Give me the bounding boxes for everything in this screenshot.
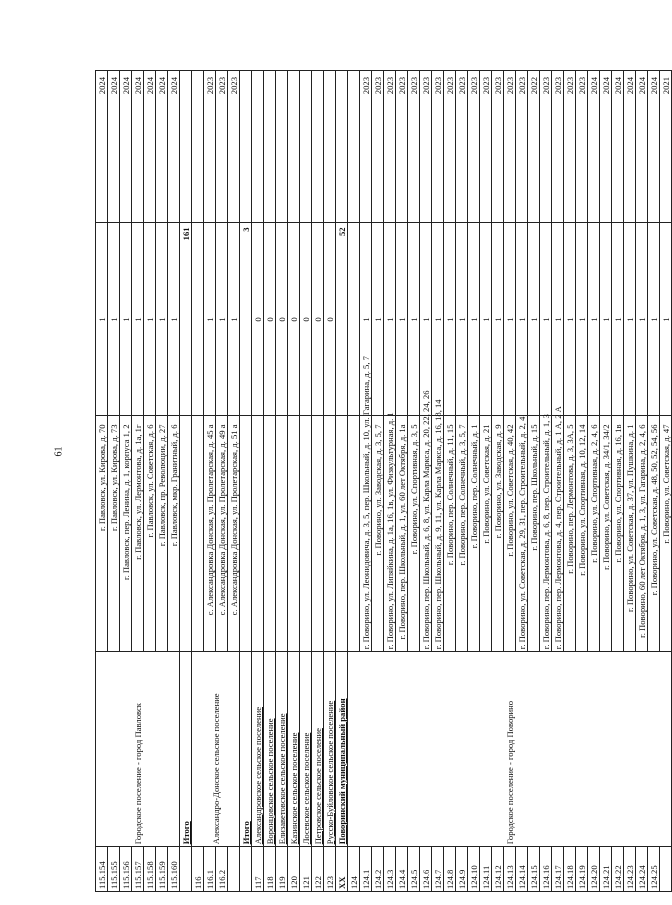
address-cell: г. Поворино, ул. Заводская, д. 9: [492, 416, 504, 652]
quantity-cell: 1: [612, 223, 624, 416]
row-number-cell: 124.25: [648, 847, 660, 892]
empty-cell: [300, 416, 312, 652]
address-cell: г. Поворино, пер. Лермонтова, д. 3, 3А, 5: [564, 416, 576, 652]
quantity-cell: 1: [528, 223, 540, 416]
address-cell: г. Павловск, мкр. Гранитный, д. 6: [168, 416, 180, 652]
address-cell: г. Поворино, ул. Спортивная, д. 3, 5: [408, 416, 420, 652]
quantity-cell: 1: [648, 223, 660, 416]
quantity-cell: 1: [420, 223, 432, 416]
address-cell: г. Поворино, пер. Лермонтова, д. 4, пер. Строительный, д. 1 А, 2 А: [552, 416, 564, 652]
table-row: [348, 71, 360, 892]
empty-cell: [312, 71, 324, 223]
total-row: [180, 71, 192, 892]
address-cell: г. Павловск, пер. Ленина, д. 1, корпуса 1, 2: [120, 416, 132, 652]
empty-cell: [264, 71, 276, 223]
row-number-cell: 115.159: [156, 847, 168, 892]
year-cell: 2023: [564, 71, 576, 223]
row-number-cell: 121: [300, 847, 312, 892]
quantity-cell: 1: [168, 223, 180, 416]
empty-cell: [264, 416, 276, 652]
address-cell: г. Поворино, ул. Советская, д. 21: [480, 416, 492, 652]
year-cell: 2023: [384, 71, 396, 223]
year-cell: 2023: [444, 71, 456, 223]
empty-cell: [324, 416, 336, 652]
quantity-cell: 1: [360, 223, 372, 416]
settlement-row: [312, 71, 324, 892]
row-number-cell: 124.20: [588, 847, 600, 892]
year-cell: 2023: [360, 71, 372, 223]
settlement-name: Елизаветовское сельское поселение: [276, 652, 288, 847]
row-number-cell: 124.4: [396, 847, 408, 892]
settlement-row: [288, 71, 300, 892]
settlement-name: Александровское сельское поселение: [252, 652, 264, 847]
year-cell: 2023: [492, 71, 504, 223]
address-cell: [192, 416, 204, 652]
year-cell: 2024: [156, 71, 168, 223]
quantity-cell: 0: [324, 223, 336, 416]
row-number-cell: 119: [276, 847, 288, 892]
address-cell: г. Поворино, ул. Спортивная, д. 2, 4, 6: [588, 416, 600, 652]
address-cell: г. Поворино, ул. Советская, д. 34/1, 34/2: [600, 416, 612, 652]
total-quantity: 161: [180, 223, 192, 416]
row-number-cell: 124.8: [444, 847, 456, 892]
row-number-cell: 115.156: [120, 847, 132, 892]
quantity-cell: 1: [660, 223, 672, 416]
empty-cell: [240, 847, 252, 892]
year-cell: [192, 71, 204, 223]
municipality-cell: Городское поселение - город Павловск: [96, 652, 180, 847]
settlement-name: Воронцовское сельское поселение: [264, 652, 276, 847]
section-name: Поворинский муниципальный район: [336, 652, 348, 847]
quantity-cell: 1: [468, 223, 480, 416]
address-cell: г. Поворино, ул. Советская, д. 29, 31, пер. Строительный, д. 2, 4: [516, 416, 528, 652]
year-cell: 2023: [576, 71, 588, 223]
empty-cell: [300, 71, 312, 223]
quantity-cell: 1: [516, 223, 528, 416]
quantity-cell: [348, 223, 360, 416]
empty-cell: [312, 416, 324, 652]
empty-cell: [288, 416, 300, 652]
year-cell: 2023: [228, 71, 240, 223]
address-cell: [348, 416, 360, 652]
address-cell: с. Александровка Донская, ул. Пролетарская, д. 45 а: [204, 416, 216, 652]
settlement-name: Казинское сельское поселение: [288, 652, 300, 847]
row-number-cell: 124.16: [540, 847, 552, 892]
row-number-cell: 116.1: [204, 847, 216, 892]
address-cell: г. Павловск, ул. Кирова, д. 73: [108, 416, 120, 652]
quantity-cell: 0: [312, 223, 324, 416]
quantity-cell: 1: [396, 223, 408, 416]
section-number: XX: [336, 847, 348, 892]
row-number-cell: 124.15: [528, 847, 540, 892]
empty-cell: [252, 71, 264, 223]
address-cell: г. Поворино, ул. Липяйкина, д. 1а, 16, 1в, ул. Физкультурная, д. 1: [384, 416, 396, 652]
year-cell: 2024: [96, 71, 108, 223]
row-number-cell: 124.9: [456, 847, 468, 892]
municipality-cell: Городское поселение - город Поворино: [348, 652, 672, 847]
quantity-cell: 1: [540, 223, 552, 416]
empty-cell: [180, 71, 192, 223]
empty-cell: [324, 71, 336, 223]
year-cell: 2023: [432, 71, 444, 223]
address-cell: г. Поворино, пер. Школьный, д. 1, ул. 60 лет Октября, д. 1а: [396, 416, 408, 652]
quantity-cell: 1: [156, 223, 168, 416]
year-cell: 2023: [516, 71, 528, 223]
row-number-cell: 115.155: [108, 847, 120, 892]
address-cell: г. Поворино, ул. Спортивная, д. 16, 1в: [612, 416, 624, 652]
quantity-cell: 1: [444, 223, 456, 416]
year-cell: 2024: [144, 71, 156, 223]
year-cell: 2022: [528, 71, 540, 223]
address-cell: г. Павловск, ул. Лермонтова, д. 1а, 1г: [132, 416, 144, 652]
row-number-cell: 116.2: [216, 847, 228, 892]
address-cell: г. Поворино, пер. Школьный, д. 9, 11, ул. Карла Маркса, д. 16, 18, 14: [432, 416, 444, 652]
table-body: [96, 71, 672, 892]
quantity-cell: 0: [288, 223, 300, 416]
row-number-cell: 117: [252, 847, 264, 892]
address-cell: г. Поворино, ул. Советская, д. 48, 50, 52, 54, 56: [648, 416, 660, 652]
address-cell: г. Поворино, ул. Советская, д. 47: [660, 416, 672, 652]
address-cell: г. Поворино, ул. Спортивная, д. 10, 12, 14: [576, 416, 588, 652]
rotated-table-sheet: [95, 70, 671, 892]
quantity-cell: 1: [96, 223, 108, 416]
row-number-cell: [228, 847, 240, 892]
address-cell: г. Павловск, пр. Революции, д. 27: [156, 416, 168, 652]
settlement-name: Петровское сельское поселение: [312, 652, 324, 847]
table-row: [96, 71, 108, 892]
quantity-cell: 1: [432, 223, 444, 416]
row-number-cell: 115.158: [144, 847, 156, 892]
quantity-cell: 1: [552, 223, 564, 416]
address-cell: г. Поворино, пер. Солнечный, д. 1: [468, 416, 480, 652]
row-number-cell: 124.17: [552, 847, 564, 892]
row-number-cell: 124.21: [600, 847, 612, 892]
quantity-cell: 1: [132, 223, 144, 416]
year-cell: 2024: [624, 71, 636, 223]
address-cell: г. Поворино, ул. Советская, д. 37, ул. Пушкина, д. 1: [624, 416, 636, 652]
quantity-cell: 1: [408, 223, 420, 416]
year-cell: 2024: [588, 71, 600, 223]
municipality-cell: Александро-Донское сельское поселение: [192, 652, 240, 847]
row-number-cell: [660, 847, 672, 892]
year-cell: 2023: [504, 71, 516, 223]
year-cell: 2023: [468, 71, 480, 223]
quantity-cell: 1: [216, 223, 228, 416]
quantity-cell: 1: [384, 223, 396, 416]
empty-cell: [288, 71, 300, 223]
quantity-cell: 1: [108, 223, 120, 416]
total-label: Итого: [180, 652, 192, 847]
row-number-cell: 124.19: [576, 847, 588, 892]
quantity-cell: [192, 223, 204, 416]
year-cell: [348, 71, 360, 223]
address-cell: с. Александровка Донская, ул. Пролетарская, д. 49 а: [216, 416, 228, 652]
quantity-cell: 0: [252, 223, 264, 416]
year-cell: 2023: [396, 71, 408, 223]
address-cell: г. Поворино, пер. Школьный, д. 6, 8, ул. Карла Маркса, д. 20, 22, 24, 26: [420, 416, 432, 652]
empty-cell: [336, 71, 348, 223]
quantity-cell: 1: [564, 223, 576, 416]
quantity-cell: 1: [624, 223, 636, 416]
empty-cell: [240, 71, 252, 223]
address-cell: г. Поворино, ул. Заводская, д. 3, 5, 7: [372, 416, 384, 652]
address-cell: г. Поворино, ул. Советская, д. 40, 42: [504, 416, 516, 652]
year-cell: 2023: [420, 71, 432, 223]
row-number-cell: 124.12: [492, 847, 504, 892]
row-number-cell: 124.22: [612, 847, 624, 892]
row-number-cell: 124.7: [432, 847, 444, 892]
settlement-row: [276, 71, 288, 892]
row-number-cell: 124: [348, 847, 360, 892]
quantity-cell: 0: [300, 223, 312, 416]
address-cell: г. Павловск, ул. Кирова, д. 70: [96, 416, 108, 652]
address-cell: с. Александровка Донская, ул. Пролетарская, д. 51 а: [228, 416, 240, 652]
total-label: Итого: [240, 652, 252, 847]
section-row: [336, 71, 348, 892]
empty-cell: [252, 416, 264, 652]
year-cell: 2023: [456, 71, 468, 223]
empty-cell: [276, 416, 288, 652]
empty-cell: [180, 416, 192, 652]
quantity-cell: 1: [372, 223, 384, 416]
row-number-cell: 124.23: [624, 847, 636, 892]
settlement-name: Русско-Буйловское сельское поселение: [324, 652, 336, 847]
quantity-cell: 1: [456, 223, 468, 416]
quantity-cell: 0: [264, 223, 276, 416]
row-number-cell: 124.5: [408, 847, 420, 892]
row-number-cell: 120: [288, 847, 300, 892]
table-row: [192, 71, 204, 892]
total-quantity: 3: [240, 223, 252, 416]
year-cell: 2024: [636, 71, 648, 223]
empty-cell: [276, 71, 288, 223]
address-cell: г. Поворино, пер. Школьный, д. 15: [528, 416, 540, 652]
row-number-cell: 115.160: [168, 847, 180, 892]
year-cell: 2023: [216, 71, 228, 223]
settlement-row: [264, 71, 276, 892]
row-number-cell: 123: [324, 847, 336, 892]
row-number-cell: 124.18: [564, 847, 576, 892]
quantity-cell: 1: [228, 223, 240, 416]
quantity-cell: 1: [492, 223, 504, 416]
page-number: 61: [53, 446, 65, 457]
row-number-cell: 124.14: [516, 847, 528, 892]
year-cell: 2024: [648, 71, 660, 223]
address-cell: г. Поворино, пер. Солнечный, д. 3, 5, 7: [456, 416, 468, 652]
quantity-cell: 1: [120, 223, 132, 416]
row-number-cell: 124.10: [468, 847, 480, 892]
settlement-row: [324, 71, 336, 892]
row-number-cell: 115.154: [96, 847, 108, 892]
year-cell: 2021: [660, 71, 672, 223]
year-cell: 2023: [552, 71, 564, 223]
year-cell: 2024: [108, 71, 120, 223]
empty-cell: [336, 416, 348, 652]
quantity-cell: 1: [636, 223, 648, 416]
total-row: [240, 71, 252, 892]
row-number-cell: 124.1: [360, 847, 372, 892]
year-cell: 2023: [204, 71, 216, 223]
row-number-cell: 124.24: [636, 847, 648, 892]
address-cell: г. Поворино, пер. Лермонтова, д. 6, 8, пер. Строительный, д. 1, 3: [540, 416, 552, 652]
settlement-row: [252, 71, 264, 892]
row-number-cell: 118: [264, 847, 276, 892]
row-number-cell: 116: [192, 847, 204, 892]
quantity-cell: 1: [576, 223, 588, 416]
year-cell: 2023: [480, 71, 492, 223]
quantity-cell: 0: [276, 223, 288, 416]
housing-table: [95, 70, 672, 892]
year-cell: 2023: [408, 71, 420, 223]
quantity-cell: 1: [504, 223, 516, 416]
row-number-cell: 124.2: [372, 847, 384, 892]
row-number-cell: 124.3: [384, 847, 396, 892]
year-cell: 2024: [132, 71, 144, 223]
year-cell: 2023: [540, 71, 552, 223]
row-number-cell: 122: [312, 847, 324, 892]
settlement-name: Лосевское сельское поселение: [300, 652, 312, 847]
quantity-cell: 1: [588, 223, 600, 416]
empty-cell: [240, 416, 252, 652]
year-cell: 2024: [612, 71, 624, 223]
year-cell: 2023: [372, 71, 384, 223]
settlement-row: [300, 71, 312, 892]
row-number-cell: 124.13: [504, 847, 516, 892]
year-cell: 2024: [168, 71, 180, 223]
section-quantity: 52: [336, 223, 348, 416]
address-cell: г. Поворино, 60 лет Октября, д. 1, 3, ул. Гагарина, д. 2, 4, 6: [636, 416, 648, 652]
quantity-cell: 1: [480, 223, 492, 416]
address-cell: г. Поворино, пер. Солнечный, д. 11, 15: [444, 416, 456, 652]
quantity-cell: 1: [600, 223, 612, 416]
quantity-cell: 1: [204, 223, 216, 416]
address-cell: г. Павловск, ул. Советская, д. 6: [144, 416, 156, 652]
row-number-cell: 115.157: [132, 847, 144, 892]
year-cell: 2024: [600, 71, 612, 223]
address-cell: г. Поворино, ул. Леонидовича, д. 3, 5, пер. Школьный, д. 10, ул. Гагарина, д. 5, 7: [360, 416, 372, 652]
quantity-cell: 1: [144, 223, 156, 416]
row-number-cell: 124.6: [420, 847, 432, 892]
row-number-cell: 124.11: [480, 847, 492, 892]
year-cell: 2024: [120, 71, 132, 223]
empty-cell: [180, 847, 192, 892]
